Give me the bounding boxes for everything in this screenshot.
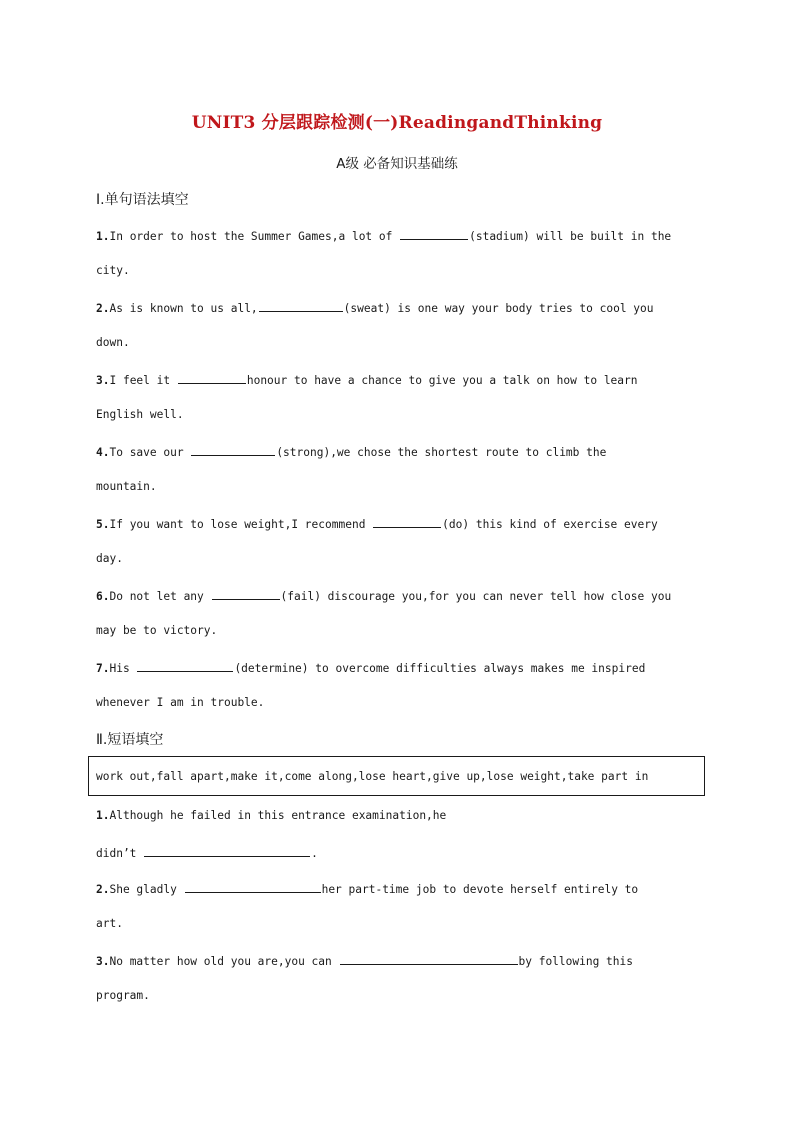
question-text: She gladly <box>109 883 184 896</box>
question-2-continuation: down. <box>96 336 130 349</box>
question-1-continuation: city. <box>96 264 130 277</box>
question-text: (sweat) is one way your body tries to cool you <box>343 302 654 315</box>
question-text: her part-time job to devote herself entirely to <box>321 883 639 896</box>
question-text: If you want to lose weight,I recommend <box>109 518 373 531</box>
question-number: 7. <box>96 662 110 675</box>
page-subtitle: A级 必备知识基础练 <box>336 156 458 172</box>
question-text: In order to host the Summer Games,a lot of <box>109 230 400 243</box>
question-text: honour to have a chance to give you a talk on how to learn <box>246 374 638 387</box>
question-number: 2. <box>96 883 110 896</box>
question-text: I feel it <box>109 374 177 387</box>
question-text: by following this <box>518 955 634 968</box>
page-title: UNIT3 分层跟踪检测(一)ReadingandThinking <box>191 113 603 133</box>
question-4-continuation: mountain. <box>96 480 157 493</box>
question-3-line <box>96 371 638 389</box>
answer-blank[interactable] <box>178 371 246 384</box>
question-number: 3. <box>96 374 110 387</box>
question-7-continuation: whenever I am in trouble. <box>96 696 265 709</box>
answer-blank[interactable] <box>400 227 468 240</box>
question-text: (determine) to overcome difficulties always makes me inspired <box>234 662 646 675</box>
question-5-line <box>96 515 658 533</box>
answer-blank[interactable] <box>340 952 518 965</box>
phrase-question-1-line <box>96 808 446 824</box>
question-text: (do) this kind of exercise every <box>442 518 658 531</box>
question-3-continuation: English well. <box>96 408 184 421</box>
question-text: didn’t <box>96 847 144 860</box>
question-number: 1. <box>96 230 110 243</box>
question-text: No matter how old you are,you can <box>109 955 339 968</box>
question-number: 1. <box>96 809 110 822</box>
phrase-question-2-line <box>96 880 638 898</box>
question-6-line <box>96 587 671 605</box>
phrase-question-3-continuation: program. <box>96 989 150 1002</box>
question-text: Do not let any <box>109 590 211 603</box>
section-heading-grammar: Ⅰ.单句语法填空 <box>96 192 189 208</box>
question-2-line <box>96 299 654 317</box>
question-text: As is known to us all, <box>109 302 258 315</box>
answer-blank[interactable] <box>191 443 275 456</box>
question-number: 5. <box>96 518 110 531</box>
question-number: 4. <box>96 446 110 459</box>
question-text: (fail) discourage you,for you can never tell how close you <box>280 590 672 603</box>
question-1-line <box>96 227 671 245</box>
phrase-question-1-continuation <box>96 844 318 862</box>
question-text: To save our <box>109 446 191 459</box>
question-number: 3. <box>96 955 110 968</box>
phrase-question-2-continuation: art. <box>96 917 123 930</box>
answer-blank[interactable] <box>137 659 233 672</box>
phrase-bank-text: work out,fall apart,make it,come along,lose heart,give up,lose weight,take part in <box>96 770 649 783</box>
phrase-question-3-line <box>96 952 633 970</box>
question-6-continuation: may be to victory. <box>96 624 218 637</box>
answer-blank[interactable] <box>144 844 310 857</box>
answer-blank[interactable] <box>212 587 280 600</box>
question-number: 2. <box>96 302 110 315</box>
answer-blank[interactable] <box>373 515 441 528</box>
question-text: His <box>109 662 137 675</box>
phrase-bank-box <box>88 756 705 796</box>
question-4-line <box>96 443 606 461</box>
question-number: 6. <box>96 590 110 603</box>
answer-blank[interactable] <box>185 880 321 893</box>
question-text: Although he failed in this entrance examination,he <box>109 809 447 822</box>
question-text: . <box>311 847 318 860</box>
section-heading-phrases: Ⅱ.短语填空 <box>96 732 164 748</box>
question-text: (strong),we chose the shortest route to climb the <box>276 446 607 459</box>
question-text: (stadium) will be built in the <box>469 230 672 243</box>
question-7-line <box>96 659 645 677</box>
question-5-continuation: day. <box>96 552 123 565</box>
answer-blank[interactable] <box>259 299 343 312</box>
